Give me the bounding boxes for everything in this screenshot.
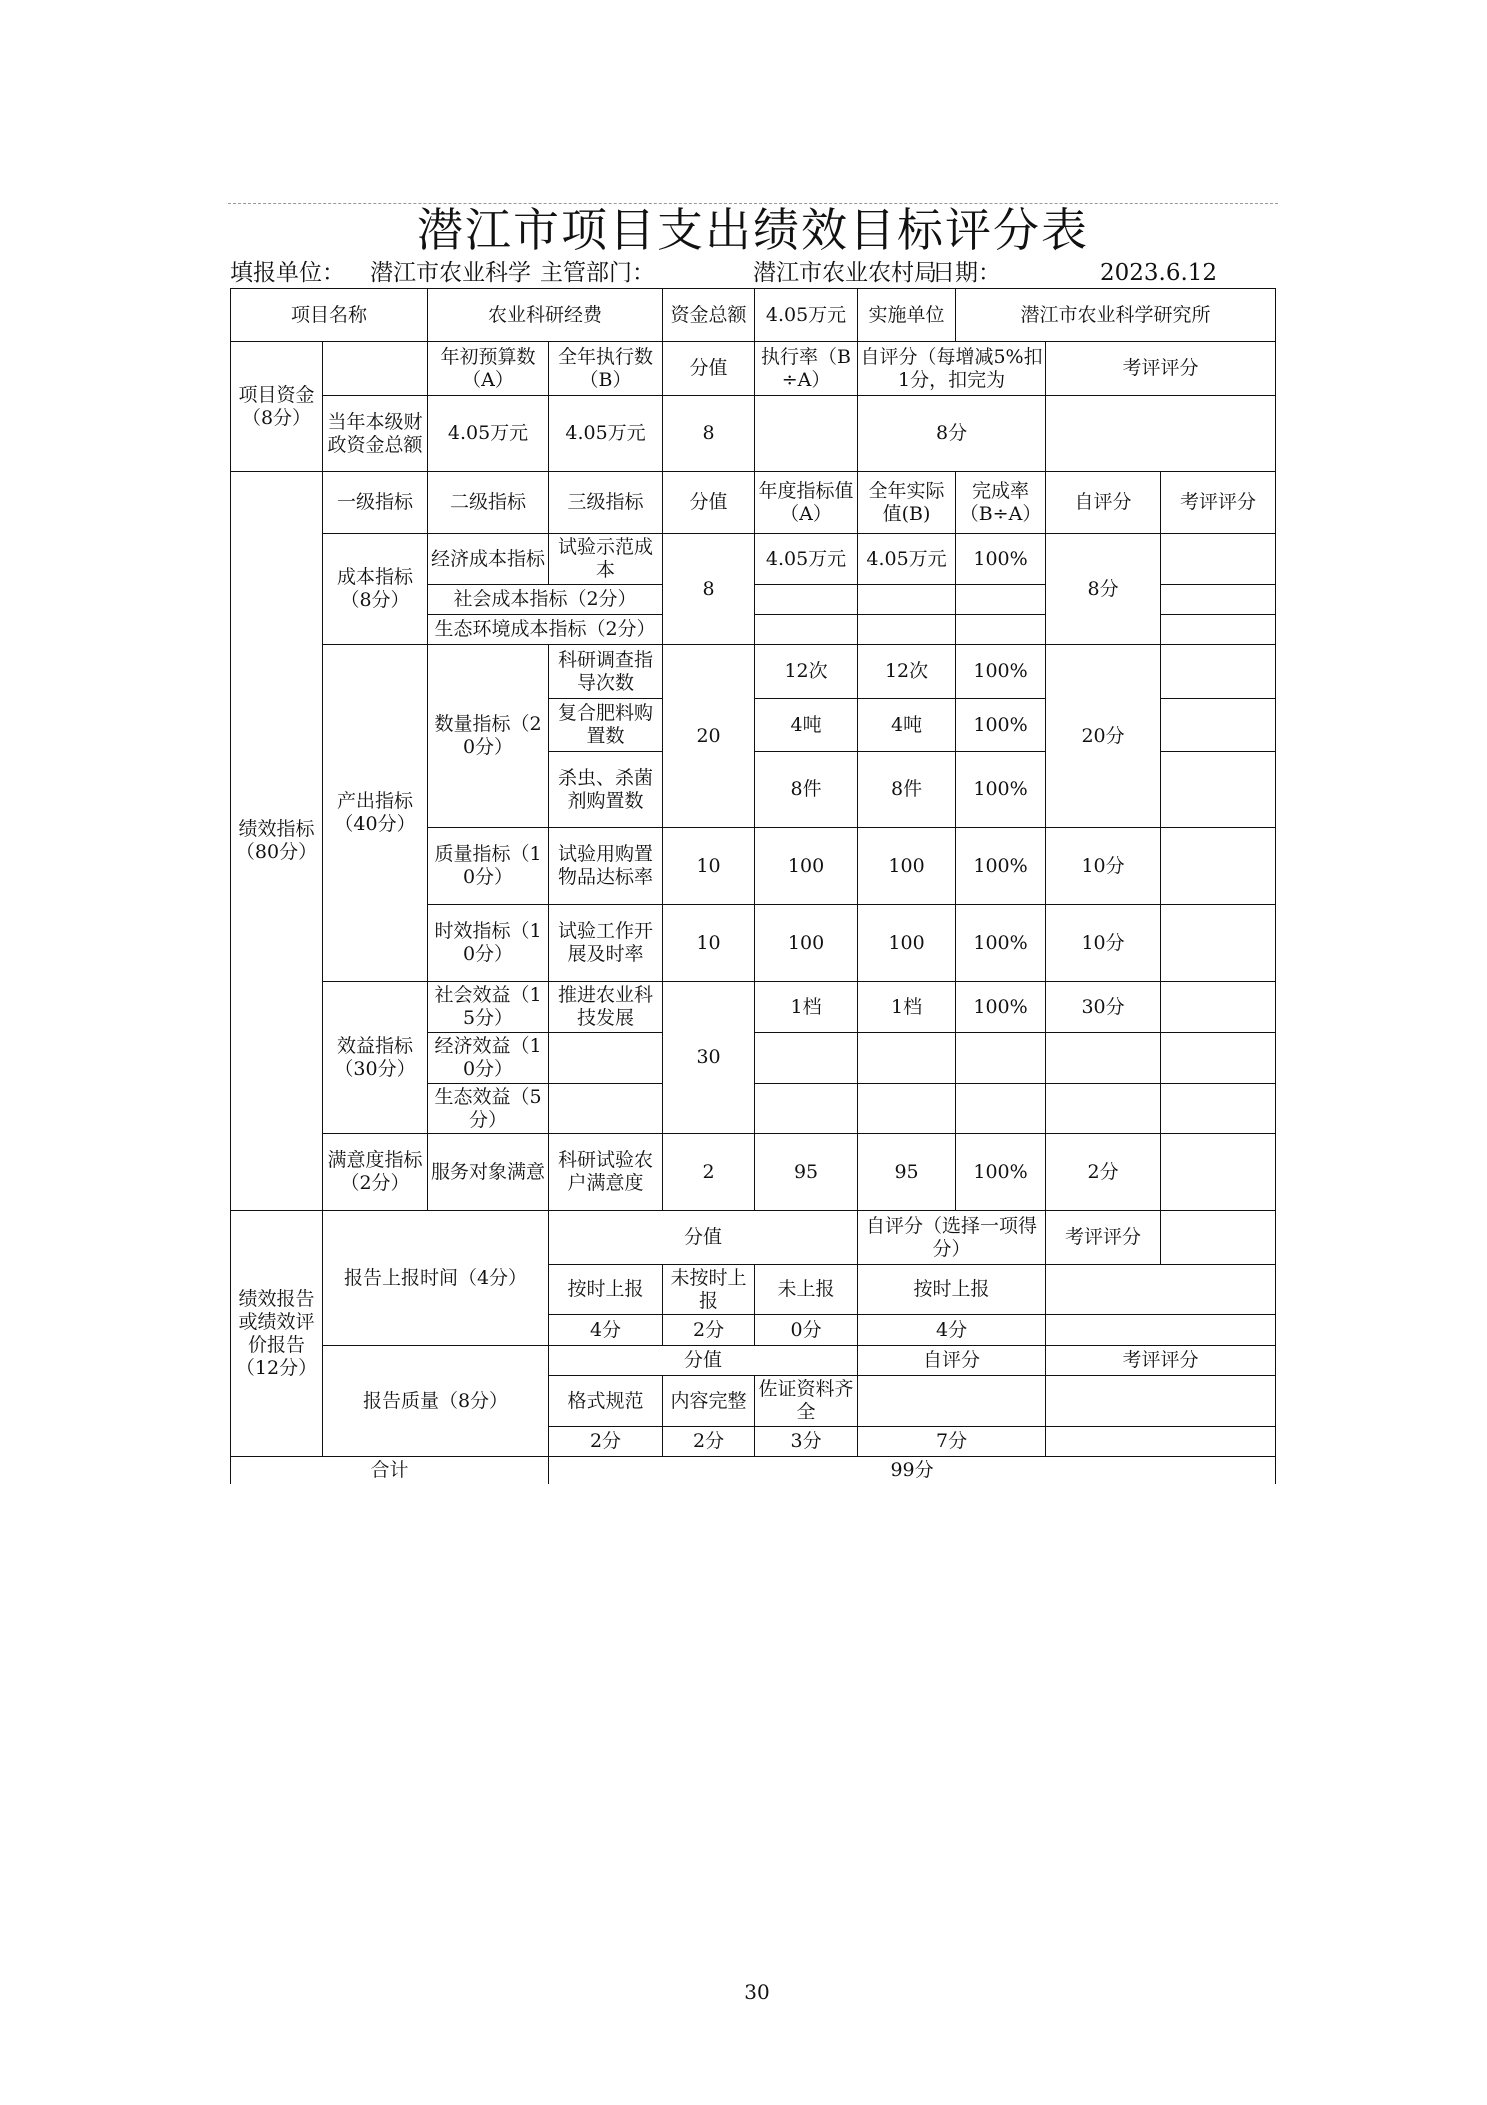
page-title: 潜江市项目支出绩效目标评分表 [417,203,1089,257]
header: 自评分 [858,1346,1046,1376]
cell [1161,585,1276,615]
project-row [231,289,1276,342]
l3-label: 科研试验农户满意度 [549,1134,663,1211]
header: 分值 [663,472,755,534]
l2-label: 数量指标（20分） [428,645,549,828]
cell [858,615,956,645]
actual: 8件 [858,752,956,828]
l2-label: 社会效益（15分） [428,982,549,1033]
actual: 12次 [858,645,956,699]
cell: 4.05万元 [428,396,549,472]
l2-label: 经济成本指标 [428,534,549,585]
cell [956,615,1046,645]
actual: 4.05万元 [858,534,956,585]
report-timing-label: 报告上报时间（4分） [323,1211,549,1346]
l2-label: 生态环境成本指标（2分） [428,615,663,645]
header: 年初预算数（A） [428,342,549,396]
rate: 100% [956,982,1046,1033]
l1-label: 效益指标（30分） [323,982,428,1134]
points: 2分 [663,1427,755,1457]
cell [1161,534,1276,585]
table-row [231,534,1276,585]
cell [1046,1376,1276,1427]
self-score: 30分 [1046,982,1161,1033]
cell [323,342,428,396]
fund-label: 资金总额 [663,289,755,342]
score: 2 [663,1134,755,1211]
header: 自评分（每增减5%扣1分，扣完为 [858,342,1046,396]
header: 二级指标 [428,472,549,534]
header: 自评分 [1046,472,1161,534]
report-quality-label: 报告质量（8分） [323,1346,549,1457]
unit-value: 潜江市农业科学 [370,260,531,286]
cell [1161,615,1276,645]
target: 8件 [755,752,858,828]
header: 分值 [663,342,755,396]
header: 考评评分 [1046,1211,1161,1265]
l1-label: 产出指标（40分） [323,645,428,982]
rate: 100% [956,534,1046,585]
cell [549,1084,663,1134]
cell [1161,828,1276,905]
header: 完成率（B÷A） [956,472,1046,534]
l3-label: 试验用购置物品达标率 [549,828,663,905]
target: 12次 [755,645,858,699]
table-row [231,1134,1276,1211]
target: 4吨 [755,699,858,752]
unit-label: 填报单位： [230,260,345,286]
option: 按时上报 [549,1265,663,1315]
table-row [231,982,1276,1033]
points: 0分 [755,1315,858,1346]
score: 10 [663,828,755,905]
date-value: 2023.6.12 [1100,260,1218,286]
points: 3分 [755,1427,858,1457]
cell [1046,1315,1276,1346]
funds-row [231,396,1276,472]
l2-label: 生态效益（5分） [428,1084,549,1134]
report-quality-header [231,1346,1276,1376]
rate: 100% [956,828,1046,905]
self-score: 20分 [1046,645,1161,828]
target: 100 [755,905,858,982]
rate: 100% [956,645,1046,699]
cell [1161,905,1276,982]
l2-label: 经济效益（10分） [428,1033,549,1084]
option: 佐证资料齐全 [755,1376,858,1427]
self-score: 10分 [1046,828,1161,905]
score: 30 [663,982,755,1134]
actual: 4吨 [858,699,956,752]
header: 年度指标值（A） [755,472,858,534]
dept-label: 主管部门： [540,260,655,286]
target: 95 [755,1134,858,1211]
points: 2分 [549,1427,663,1457]
cell [1046,396,1276,472]
perf-section: 绩效指标（80分） [231,472,323,1211]
cell [1161,982,1276,1033]
funds-row-label: 当年本级财政资金总额 [323,396,428,472]
fund-value: 4.05万元 [755,289,858,342]
cell [1161,1134,1276,1211]
option: 内容完整 [663,1376,755,1427]
funds-header-row [231,342,1276,396]
score: 8 [663,534,755,645]
l2-label: 质量指标（10分） [428,828,549,905]
cell: 8分 [858,396,1046,472]
project-name-label: 项目名称 [231,289,428,342]
self-score: 10分 [1046,905,1161,982]
score: 20 [663,645,755,828]
report-section: 绩效报告或绩效评价报告（12分） [231,1211,323,1457]
project-name: 农业科研经费 [428,289,663,342]
target: 4.05万元 [755,534,858,585]
cell [956,1033,1046,1084]
cell [858,1084,956,1134]
cell [858,1376,1046,1427]
cell [1046,1084,1161,1134]
total-label: 合计 [231,1457,549,1484]
rate: 100% [956,905,1046,982]
header: 三级指标 [549,472,663,534]
cell [1161,645,1276,699]
impl-value: 潜江市农业科学研究所 [956,289,1276,342]
header: 考评评分 [1046,342,1276,396]
cell [755,585,858,615]
option: 未上报 [755,1265,858,1315]
header: 分值 [549,1211,858,1265]
cell [755,1084,858,1134]
rate: 100% [956,699,1046,752]
self-score: 2分 [1046,1134,1161,1211]
cell [1161,1033,1276,1084]
self-score: 4分 [858,1315,1046,1346]
dept-value: 潜江市农业农村局 [753,260,937,286]
self-score: 7分 [858,1427,1046,1457]
report-meta [230,258,1275,288]
cell [755,615,858,645]
cell [1161,1211,1276,1265]
perf-header-row [231,472,1276,534]
header: 执行率（B÷A） [755,342,858,396]
l2-label: 服务对象满意 [428,1134,549,1211]
actual: 100 [858,828,956,905]
l1-label: 满意度指标（2分） [323,1134,428,1211]
cell [1161,699,1276,752]
score: 10 [663,905,755,982]
impl-label: 实施单位 [858,289,956,342]
header: 自评分（选择一项得分） [858,1211,1046,1265]
cell [549,1033,663,1084]
rate: 100% [956,1134,1046,1211]
report-timing-header [231,1211,1276,1265]
l3-label: 试验工作开展及时率 [549,905,663,982]
points: 4分 [549,1315,663,1346]
cell [1046,1033,1161,1084]
cell [1046,1427,1276,1457]
total-value: 99分 [549,1457,1276,1484]
funds-section: 项目资金（8分） [231,342,323,472]
target: 100 [755,828,858,905]
cell [1161,1084,1276,1134]
cell [755,1033,858,1084]
actual: 100 [858,905,956,982]
l3-label: 复合肥料购置数 [549,699,663,752]
rate: 100% [956,752,1046,828]
cell [1046,1265,1276,1315]
target: 1档 [755,982,858,1033]
date-label: 日期： [932,260,1001,286]
cell [1161,752,1276,828]
header: 全年实际值(B) [858,472,956,534]
option: 未按时上报 [663,1265,755,1315]
page-number: 30 [744,1980,770,2004]
self-score: 8分 [1046,534,1161,645]
header: 全年执行数（B） [549,342,663,396]
cell [956,1084,1046,1134]
header: 一级指标 [323,472,428,534]
cell [858,585,956,615]
total-row [231,1457,1276,1484]
actual: 1档 [858,982,956,1033]
l2-label: 时效指标（10分） [428,905,549,982]
l3-label: 试验示范成本 [549,534,663,585]
option: 格式规范 [549,1376,663,1427]
l3-label: 推进农业科技发展 [549,982,663,1033]
l3-label: 杀虫、杀菌剂购置数 [549,752,663,828]
cell [956,585,1046,615]
score-table [230,288,1276,1484]
actual: 95 [858,1134,956,1211]
l3-label: 科研调查指导次数 [549,645,663,699]
header: 考评评分 [1046,1346,1276,1376]
header: 分值 [549,1346,858,1376]
cell: 8 [663,396,755,472]
l2-label: 社会成本指标（2分） [428,585,663,615]
header: 考评评分 [1161,472,1276,534]
l1-label: 成本指标（8分） [323,534,428,645]
self-choice: 按时上报 [858,1265,1046,1315]
table-row [231,645,1276,699]
cell: 4.05万元 [549,396,663,472]
points: 2分 [663,1315,755,1346]
cell [755,396,858,472]
cell [858,1033,956,1084]
